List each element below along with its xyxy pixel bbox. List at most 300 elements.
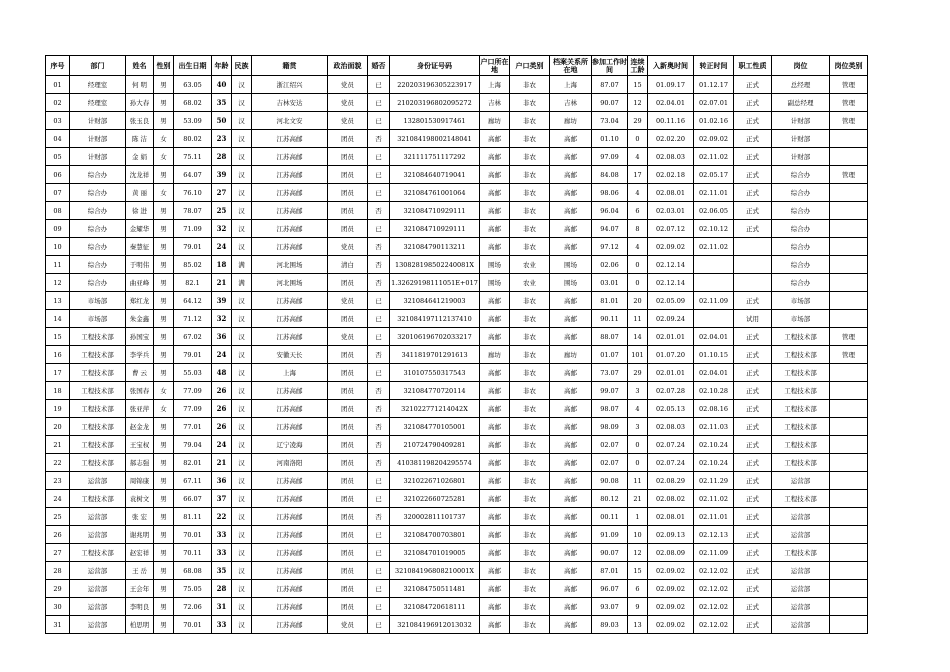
table-cell: 高邮 — [480, 328, 510, 346]
table-cell: 11 — [46, 256, 70, 274]
column-header: 政治面貌 — [328, 56, 368, 76]
table-row — [46, 490, 868, 508]
table-cell: 党员 — [328, 94, 368, 112]
table-cell: 已 — [368, 616, 390, 634]
table-row — [46, 364, 868, 382]
table-cell: 团员 — [328, 436, 368, 454]
table-cell: 农业 — [510, 274, 550, 292]
table-cell — [694, 310, 734, 328]
table-cell: 130828198502240081X — [390, 256, 480, 274]
table-cell: 77.09 — [174, 382, 212, 400]
table-cell: 28 — [212, 580, 232, 598]
table-cell: 12 — [628, 544, 648, 562]
table-cell: 321084701019005 — [390, 544, 480, 562]
table-cell: 汉 — [232, 292, 252, 310]
column-header: 出生日期 — [174, 56, 212, 76]
table-cell: 已 — [368, 562, 390, 580]
table-cell: 20 — [628, 292, 648, 310]
table-cell — [830, 274, 868, 292]
table-cell: 廊坊 — [480, 112, 510, 130]
table-cell: 非农 — [510, 346, 550, 364]
table-cell: 市场部 — [772, 310, 830, 328]
table-cell: 01.09.17 — [648, 76, 694, 94]
table-cell: 79.01 — [174, 346, 212, 364]
table-cell: 男 — [154, 436, 174, 454]
table-cell: 运营部 — [772, 562, 830, 580]
table-cell: 98.07 — [592, 400, 628, 418]
table-cell: 高邮 — [550, 562, 592, 580]
table-cell: 3 — [628, 418, 648, 436]
table-row — [46, 238, 868, 256]
table-cell: 28 — [212, 148, 232, 166]
table-cell: 71.12 — [174, 310, 212, 328]
table-cell: 23 — [46, 472, 70, 490]
table-cell: 高邮 — [550, 202, 592, 220]
table-cell: 管理 — [830, 166, 868, 184]
table-cell: 满 — [232, 274, 252, 292]
table-cell: 02.08.09 — [648, 544, 694, 562]
table-cell: 工程技术部 — [772, 400, 830, 418]
table-cell: 98.09 — [592, 418, 628, 436]
table-cell: 高邮 — [480, 454, 510, 472]
table-cell: 已 — [368, 328, 390, 346]
table-cell: 工程技术部 — [772, 436, 830, 454]
table-cell: 6 — [628, 580, 648, 598]
table-cell: 36 — [212, 472, 232, 490]
table-cell: 高邮 — [480, 184, 510, 202]
table-cell: 运营部 — [772, 526, 830, 544]
table-cell: 91.09 — [592, 526, 628, 544]
table-cell — [830, 130, 868, 148]
table-cell: 非农 — [510, 580, 550, 598]
table-cell: 31 — [212, 598, 232, 616]
table-cell: 团员 — [328, 400, 368, 418]
table-cell: 党员 — [328, 616, 368, 634]
table-cell: 02.05.09 — [648, 292, 694, 310]
table-cell: 正式 — [734, 490, 772, 508]
table-cell: 汉 — [232, 544, 252, 562]
table-cell: 02.02.20 — [648, 130, 694, 148]
table-cell: 79.04 — [174, 436, 212, 454]
table-cell — [830, 526, 868, 544]
table-cell: 吉林安达 — [252, 94, 328, 112]
table-cell: 男 — [154, 256, 174, 274]
table-cell: 33 — [212, 544, 232, 562]
table-cell: 高邮 — [480, 238, 510, 256]
table-cell: 运营部 — [772, 580, 830, 598]
table-cell: 汉 — [232, 490, 252, 508]
table-cell: 321084761001064 — [390, 184, 480, 202]
table-cell: 已 — [368, 94, 390, 112]
table-cell: 321084710929111 — [390, 202, 480, 220]
table-cell: 计财部 — [70, 112, 126, 130]
table-cell: 郑红龙 — [126, 292, 154, 310]
table-cell: 非农 — [510, 148, 550, 166]
table-cell: 321084750511481 — [390, 580, 480, 598]
table-cell — [830, 238, 868, 256]
table-cell: 沈龙祥 — [126, 166, 154, 184]
table-cell: 73.04 — [592, 112, 628, 130]
table-cell: 陈 洁 — [126, 130, 154, 148]
table-cell: 团员 — [328, 508, 368, 526]
table-cell: 310107550317543 — [390, 364, 480, 382]
table-cell: 18 — [212, 256, 232, 274]
table-cell — [830, 400, 868, 418]
table-cell: 02.11.02 — [694, 490, 734, 508]
table-cell: 廊坊 — [550, 112, 592, 130]
table-cell: 02.12.14 — [648, 256, 694, 274]
table-cell: 否 — [368, 454, 390, 472]
table-cell: 安徽天长 — [252, 346, 328, 364]
table-cell: 02.08.29 — [648, 472, 694, 490]
table-cell: 市场部 — [70, 310, 126, 328]
table-cell: 团员 — [328, 346, 368, 364]
table-cell: 33 — [212, 526, 232, 544]
table-cell — [830, 508, 868, 526]
column-header: 身份证号码 — [390, 56, 480, 76]
table-cell: 综合办 — [772, 220, 830, 238]
table-cell: 3 — [628, 382, 648, 400]
table-cell: 高邮 — [550, 436, 592, 454]
table-cell: 团员 — [328, 148, 368, 166]
table-cell: 02.07.24 — [648, 436, 694, 454]
column-header: 部门 — [70, 56, 126, 76]
table-cell: 正式 — [734, 562, 772, 580]
table-cell — [830, 472, 868, 490]
table-cell: 87.07 — [592, 76, 628, 94]
table-cell: 运营部 — [70, 616, 126, 634]
table-cell: 围场 — [550, 274, 592, 292]
table-cell: 正式 — [734, 436, 772, 454]
table-cell — [830, 220, 868, 238]
table-cell: 否 — [368, 508, 390, 526]
table-cell: 70.01 — [174, 526, 212, 544]
table-cell: 21 — [46, 436, 70, 454]
table-cell: 27 — [46, 544, 70, 562]
table-cell: 高邮 — [480, 202, 510, 220]
column-header: 连续工龄 — [628, 56, 648, 76]
table-cell: 01.02.16 — [694, 112, 734, 130]
table-cell: 02.07 — [592, 454, 628, 472]
table-row — [46, 508, 868, 526]
table-cell: 02.11.03 — [694, 418, 734, 436]
table-cell: 21 — [212, 274, 232, 292]
table-cell: 02.06.05 — [694, 202, 734, 220]
table-cell: 曹 云 — [126, 364, 154, 382]
table-cell: 综合办 — [70, 166, 126, 184]
table-cell: 0 — [628, 274, 648, 292]
table-cell: 02.07.24 — [648, 454, 694, 472]
table-cell: 汉 — [232, 202, 252, 220]
table-cell: 汉 — [232, 400, 252, 418]
table-cell: 朱金鑫 — [126, 310, 154, 328]
table-cell: 24 — [212, 346, 232, 364]
table-cell — [694, 256, 734, 274]
table-cell: 04 — [46, 130, 70, 148]
table-cell: 0 — [628, 130, 648, 148]
table-cell: 上海 — [550, 76, 592, 94]
table-cell: 否 — [368, 274, 390, 292]
table-cell: 张国春 — [126, 382, 154, 400]
table-cell: 上海 — [252, 364, 328, 382]
table-cell: 市场部 — [772, 292, 830, 310]
table-cell: 高邮 — [480, 598, 510, 616]
table-row — [46, 94, 868, 112]
table-row — [46, 436, 868, 454]
table-cell: 工程技术部 — [772, 364, 830, 382]
table-cell: 77.01 — [174, 418, 212, 436]
table-cell: 96.07 — [592, 580, 628, 598]
table-cell: 已 — [368, 472, 390, 490]
table-cell: 汉 — [232, 166, 252, 184]
table-cell: 江苏高邮 — [252, 310, 328, 328]
table-cell: 江苏高邮 — [252, 472, 328, 490]
table-cell: 9 — [628, 598, 648, 616]
table-cell: 运营部 — [772, 508, 830, 526]
table-cell: 工程技术部 — [70, 418, 126, 436]
table-cell: 高邮 — [550, 238, 592, 256]
table-cell: 80.12 — [592, 490, 628, 508]
table-cell: 01.10 — [592, 130, 628, 148]
table-cell: 高邮 — [480, 616, 510, 634]
table-cell: 清白 — [328, 256, 368, 274]
table-cell: 高邮 — [480, 508, 510, 526]
table-cell: 96.04 — [592, 202, 628, 220]
table-cell: 正式 — [734, 94, 772, 112]
table-cell: 总经理 — [772, 76, 830, 94]
table-cell: 68.02 — [174, 94, 212, 112]
table-cell: 已 — [368, 310, 390, 328]
table-cell: 非农 — [510, 292, 550, 310]
table-cell: 综合办 — [70, 184, 126, 202]
table-cell: 非农 — [510, 418, 550, 436]
table-cell: 00.11 — [592, 508, 628, 526]
table-cell: 非农 — [510, 454, 550, 472]
table-cell: 35 — [212, 562, 232, 580]
table-cell: 江苏高邮 — [252, 544, 328, 562]
table-cell: 73.07 — [592, 364, 628, 382]
table-cell: 13 — [628, 616, 648, 634]
table-cell — [734, 274, 772, 292]
table-cell: 金耀华 — [126, 220, 154, 238]
table-cell: 28 — [46, 562, 70, 580]
table-cell: 11 — [628, 472, 648, 490]
table-cell: 97.12 — [592, 238, 628, 256]
table-cell — [830, 490, 868, 508]
table-cell: 高邮 — [550, 166, 592, 184]
table-cell: 高邮 — [480, 526, 510, 544]
table-cell: 非农 — [510, 112, 550, 130]
table-cell: 高邮 — [480, 544, 510, 562]
table-cell: 10 — [628, 526, 648, 544]
table-cell: 高邮 — [550, 364, 592, 382]
table-cell: 20 — [46, 418, 70, 436]
table-row — [46, 418, 868, 436]
table-row — [46, 256, 868, 274]
table-cell: 王 岳 — [126, 562, 154, 580]
table-cell: 32 — [212, 310, 232, 328]
table-header-row — [46, 56, 868, 76]
table-cell: 320106196702033217 — [390, 328, 480, 346]
table-cell: 综合办 — [70, 238, 126, 256]
table-cell: 江苏高邮 — [252, 400, 328, 418]
table-cell: 26 — [46, 526, 70, 544]
table-cell: 24 — [212, 238, 232, 256]
table-cell: 男 — [154, 562, 174, 580]
table-cell: 汉 — [232, 310, 252, 328]
table-cell: 6 — [628, 202, 648, 220]
table-cell: 321084197112137410 — [390, 310, 480, 328]
table-cell: 江苏高邮 — [252, 508, 328, 526]
table-cell: 已 — [368, 364, 390, 382]
table-cell: 团员 — [328, 220, 368, 238]
table-cell: 否 — [368, 346, 390, 364]
table-cell: 321084770720114 — [390, 382, 480, 400]
table-cell: 否 — [368, 130, 390, 148]
table-cell: 正式 — [734, 598, 772, 616]
table-cell: 正式 — [734, 166, 772, 184]
table-row — [46, 346, 868, 364]
table-cell: 团员 — [328, 454, 368, 472]
table-cell — [830, 544, 868, 562]
table-cell: 37 — [212, 490, 232, 508]
table-cell: 22 — [212, 508, 232, 526]
table-cell: 计财部 — [772, 112, 830, 130]
table-cell: 党员 — [328, 292, 368, 310]
column-header: 转正时间 — [694, 56, 734, 76]
table-cell: 321022660725281 — [390, 490, 480, 508]
table-cell: 汉 — [232, 418, 252, 436]
table-cell: 02.09.02 — [648, 562, 694, 580]
table-cell: 29 — [628, 364, 648, 382]
table-cell — [830, 436, 868, 454]
table-cell: 柏思明 — [126, 616, 154, 634]
table-cell: 团员 — [328, 598, 368, 616]
table-cell: 48 — [212, 364, 232, 382]
table-cell: 02.08.03 — [648, 418, 694, 436]
table-cell: 02.02.18 — [648, 166, 694, 184]
table-cell: 02.09.02 — [648, 238, 694, 256]
table-cell: 32 — [212, 220, 232, 238]
column-header: 档案关系所在地 — [550, 56, 592, 76]
table-cell: 已 — [368, 526, 390, 544]
table-cell: 0 — [628, 256, 648, 274]
table-cell: 02.12.02 — [694, 562, 734, 580]
table-cell: 团员 — [328, 418, 368, 436]
table-cell: 64.07 — [174, 166, 212, 184]
table-cell: 汉 — [232, 220, 252, 238]
table-cell: 02.07.28 — [648, 382, 694, 400]
table-cell: 女 — [154, 382, 174, 400]
table-cell: 22 — [46, 454, 70, 472]
table-cell: 29 — [628, 112, 648, 130]
table-cell: 02.08.01 — [648, 508, 694, 526]
table-cell: 团员 — [328, 490, 368, 508]
table-cell: 综合办 — [772, 202, 830, 220]
table-cell: 男 — [154, 616, 174, 634]
table-cell: 321084196808210001X — [390, 562, 480, 580]
table-cell: 孙国宝 — [126, 328, 154, 346]
table-cell: 正式 — [734, 184, 772, 202]
table-cell: 赵金龙 — [126, 418, 154, 436]
table-cell: 汉 — [232, 508, 252, 526]
table-cell: 已 — [368, 76, 390, 94]
table-cell: 90.07 — [592, 94, 628, 112]
column-header: 姓名 — [126, 56, 154, 76]
table-cell: 132801530917461 — [390, 112, 480, 130]
table-cell: 高邮 — [550, 454, 592, 472]
table-cell: 321084196912013032 — [390, 616, 480, 634]
table-cell — [830, 292, 868, 310]
table-cell: 男 — [154, 472, 174, 490]
table-cell: 12 — [628, 94, 648, 112]
table-cell: 非农 — [510, 76, 550, 94]
table-cell: 24 — [212, 436, 232, 454]
table-cell: 53.09 — [174, 112, 212, 130]
table-cell: 吉林 — [550, 94, 592, 112]
table-cell: 98.06 — [592, 184, 628, 202]
table-cell: 01.12.17 — [694, 76, 734, 94]
table-cell: 团员 — [328, 526, 368, 544]
table-cell: 26 — [212, 382, 232, 400]
table-cell: 江苏高邮 — [252, 328, 328, 346]
table-cell: 工程技术部 — [70, 436, 126, 454]
employee-table — [45, 55, 868, 634]
table-cell: 汉 — [232, 184, 252, 202]
table-cell: 试用 — [734, 310, 772, 328]
table-cell: 75.11 — [174, 148, 212, 166]
table-cell: 高邮 — [480, 130, 510, 148]
table-cell: 高邮 — [480, 382, 510, 400]
table-cell: 321084700703801 — [390, 526, 480, 544]
table-cell: 李学兵 — [126, 346, 154, 364]
column-header: 性别 — [154, 56, 174, 76]
table-cell: 01.07 — [592, 346, 628, 364]
table-cell: 团员 — [328, 382, 368, 400]
table-cell: 运营部 — [70, 472, 126, 490]
table-cell: 82.01 — [174, 454, 212, 472]
table-cell: 321084710929111 — [390, 220, 480, 238]
table-cell: 正式 — [734, 220, 772, 238]
table-cell: 工程技术部 — [772, 328, 830, 346]
table-cell: 郝志强 — [126, 454, 154, 472]
table-cell: 4 — [628, 400, 648, 418]
table-cell: 汉 — [232, 94, 252, 112]
table-cell: 02.10.24 — [694, 436, 734, 454]
table-cell: 正式 — [734, 346, 772, 364]
table-cell: 14 — [46, 310, 70, 328]
table-cell: 李明良 — [126, 598, 154, 616]
table-row — [46, 148, 868, 166]
table-cell: 99.07 — [592, 382, 628, 400]
table-cell: 江苏高邮 — [252, 220, 328, 238]
table-cell: 非农 — [510, 508, 550, 526]
table-cell: 管理 — [830, 112, 868, 130]
table-cell: 03.01 — [592, 274, 628, 292]
table-cell: 正式 — [734, 580, 772, 598]
table-cell: 02.04.01 — [694, 364, 734, 382]
column-header: 年龄 — [212, 56, 232, 76]
column-header: 婚否 — [368, 56, 390, 76]
table-cell: 02.11.02 — [694, 238, 734, 256]
table-cell: 68.08 — [174, 562, 212, 580]
table-cell: 02.04.01 — [694, 328, 734, 346]
table-cell: 否 — [368, 400, 390, 418]
table-cell: 经理室 — [70, 76, 126, 94]
table-cell: 63.05 — [174, 76, 212, 94]
table-cell: 已 — [368, 148, 390, 166]
table-cell: 男 — [154, 94, 174, 112]
